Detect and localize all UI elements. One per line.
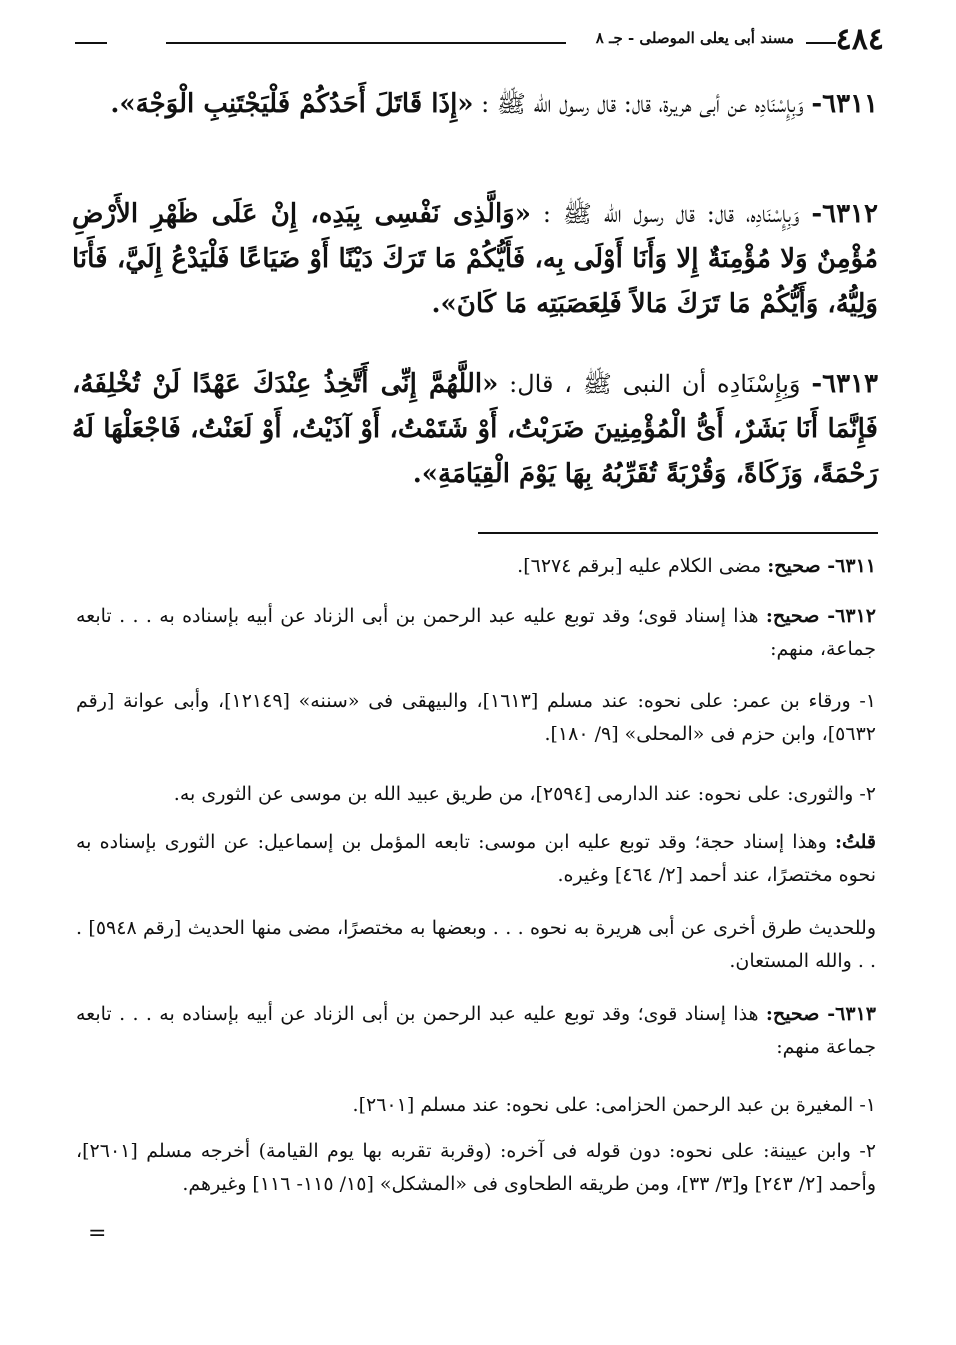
footnote-text: ٢- وابن عيينة: على نحوه: دون قوله فى آخره: (وقربة تقربه بها يوم القيامة) أخرجه مسلم [٢٦٠١]، وأحمد [٢/ ٢٤٣] و[٣/ ٣٣]، ومن طريقه الطحاوى فى «المشكل» [١٥/ ١١٥- ١١٦] وغيرهم.	[76, 1140, 876, 1195]
header-rule	[75, 42, 107, 44]
header-rule	[806, 42, 836, 44]
footnote-item	[76, 1089, 876, 1122]
hadith-isnad: وَبِإِسْنَادِه أن النبى ﷺ ، قال:	[498, 370, 812, 398]
hadith-matn: «وَالَّذِى نَفْسِى بِيَدِه، إِنْ عَلَى ظَهْرِ الأَرْضِ مُؤْمِنٌ وَلا مُؤْمِنَةٌ إِلا وَأَنَا أَوْلَى بِه، فَأَيُّكُمْ مَا تَرَكَ دَيْنًا أَوْ ضَيَاعًا فَلْيَدْعُ إِلَيَّ، فَأَنَا وَلِيُّهُ، وَأَيُّكُمْ مَا تَرَكَ مَالاً فَلِعَصَبَتِه مَا كَانَ».	[72, 199, 878, 319]
footnote-label: ٦٣١٢- صحيح:	[765, 605, 876, 627]
hadith-isnad: وَبِإِسْنَادِه عن أبى هريرة، قال: قال رسول الله ﷺ :	[473, 90, 812, 118]
footnote-item	[76, 912, 876, 978]
hadith-matn: «إِذَا قَاتَلَ أَحَدُكُمْ فَلْيَجْتَنِبِ الْوَجْهَ».	[110, 89, 474, 119]
footnote-item	[76, 1135, 876, 1201]
footnote-item	[76, 685, 876, 751]
hadith-matn: «اللَّهُمَّ إِنِّى أَتَّخِذُ عِنْدَكَ عَهْدًا لَنْ تُخْلِفَهُ، فَإِنَّمَا أَنَا بَشَرٌ، أَىُّ الْمُؤْمِنِينَ ضَرَبْتُ، أَوْ شَتَمْتُ، أَوْ آذَيْتُ، أَوْ لَعَنْتُ، فَاجْعَلْهَا لَهُ رَحْمَةً، وَزَكَاةً، وَقُرْبَةً تُقَرِّبُهُ بِهَا يَوْمَ الْقِيَامَةِ».	[72, 369, 878, 489]
footnote-6311	[76, 550, 876, 583]
running-title: مسند أبى يعلى الموصلى - جـ ٨	[595, 29, 794, 47]
hadith-6313	[72, 362, 878, 497]
hadith-number: ٦٣١٣-	[811, 369, 878, 399]
footnote-text: ١- ورقاء بن عمر: على نحوه: عند مسلم [١٦١٣]، والبيهقى فى «سننه» [١٢١٤٩]، وأبى عوانة [رقم ٥٦٣٢]، وابن حزم فى «المحلى» [٩/ ١٨٠].	[76, 690, 876, 745]
footnote-text: هذا إسناد قوى؛ وقد توبع عليه عبد الرحمن بن أبى الزناد عن أبيه بإسناده به . . . تابعه جماعة منهم:	[76, 1003, 876, 1058]
footnote-6312	[76, 600, 876, 666]
footnote-6313	[76, 998, 876, 1064]
continuation-mark: =	[88, 1221, 107, 1246]
hadith-number: ٦٣١١-	[811, 89, 878, 119]
footnote-separator	[478, 532, 878, 534]
footnote-comment	[76, 826, 876, 892]
hadith-6312	[72, 192, 878, 327]
footnote-text: ٢- والثورى: على نحوه: عند الدارمى [٢٥٩٤]، من طريق عبيد الله بن موسى عن الثورى به.	[173, 783, 876, 805]
footnote-label: ٦٣١١- صحيح:	[767, 555, 876, 577]
footnote-label: قلتُ:	[834, 831, 876, 853]
footnote-text: هذا إسناد قوى؛ وقد توبع عليه عبد الرحمن بن أبى الزناد عن أبيه بإسناده به . . . تابعه جماعة، منهم:	[76, 605, 876, 660]
footnote-item	[76, 778, 876, 811]
hadith-6311	[72, 82, 878, 127]
page-number: ٤٨٤	[835, 22, 884, 57]
header-rule	[166, 42, 566, 44]
footnote-text: وللحديث طرق أخرى عن أبى هريرة به نحوه . . . وبعضها به مختصرًا، مضى منها الحديث [رقم ٥٩٤٨] . . . والله المستعان.	[76, 917, 876, 972]
footnote-label: ٦٣١٣- صحيح:	[765, 1003, 876, 1025]
footnote-text: وهذا إسناد حجة؛ وقد توبع عليه ابن موسى: تابعه المؤمل بن إسماعيل: عن الثورى بإسناده به نحوه مختصرًا، عند أحمد [٢/ ٤٦٤] وغيره.	[76, 831, 876, 886]
hadith-number: ٦٣١٢-	[811, 199, 878, 229]
page-header	[75, 20, 884, 60]
footnote-text: ١- المغيرة بن عبد الرحمن الحزامى: على نحوه: عند مسلم [٢٦٠١].	[352, 1094, 876, 1116]
footnote-text: مضى الكلام عليه [برقم ٦٢٧٤].	[517, 555, 768, 577]
hadith-isnad: وَبِإِسْنَادِه، قال: قال رسول الله ﷺ :	[530, 200, 812, 228]
